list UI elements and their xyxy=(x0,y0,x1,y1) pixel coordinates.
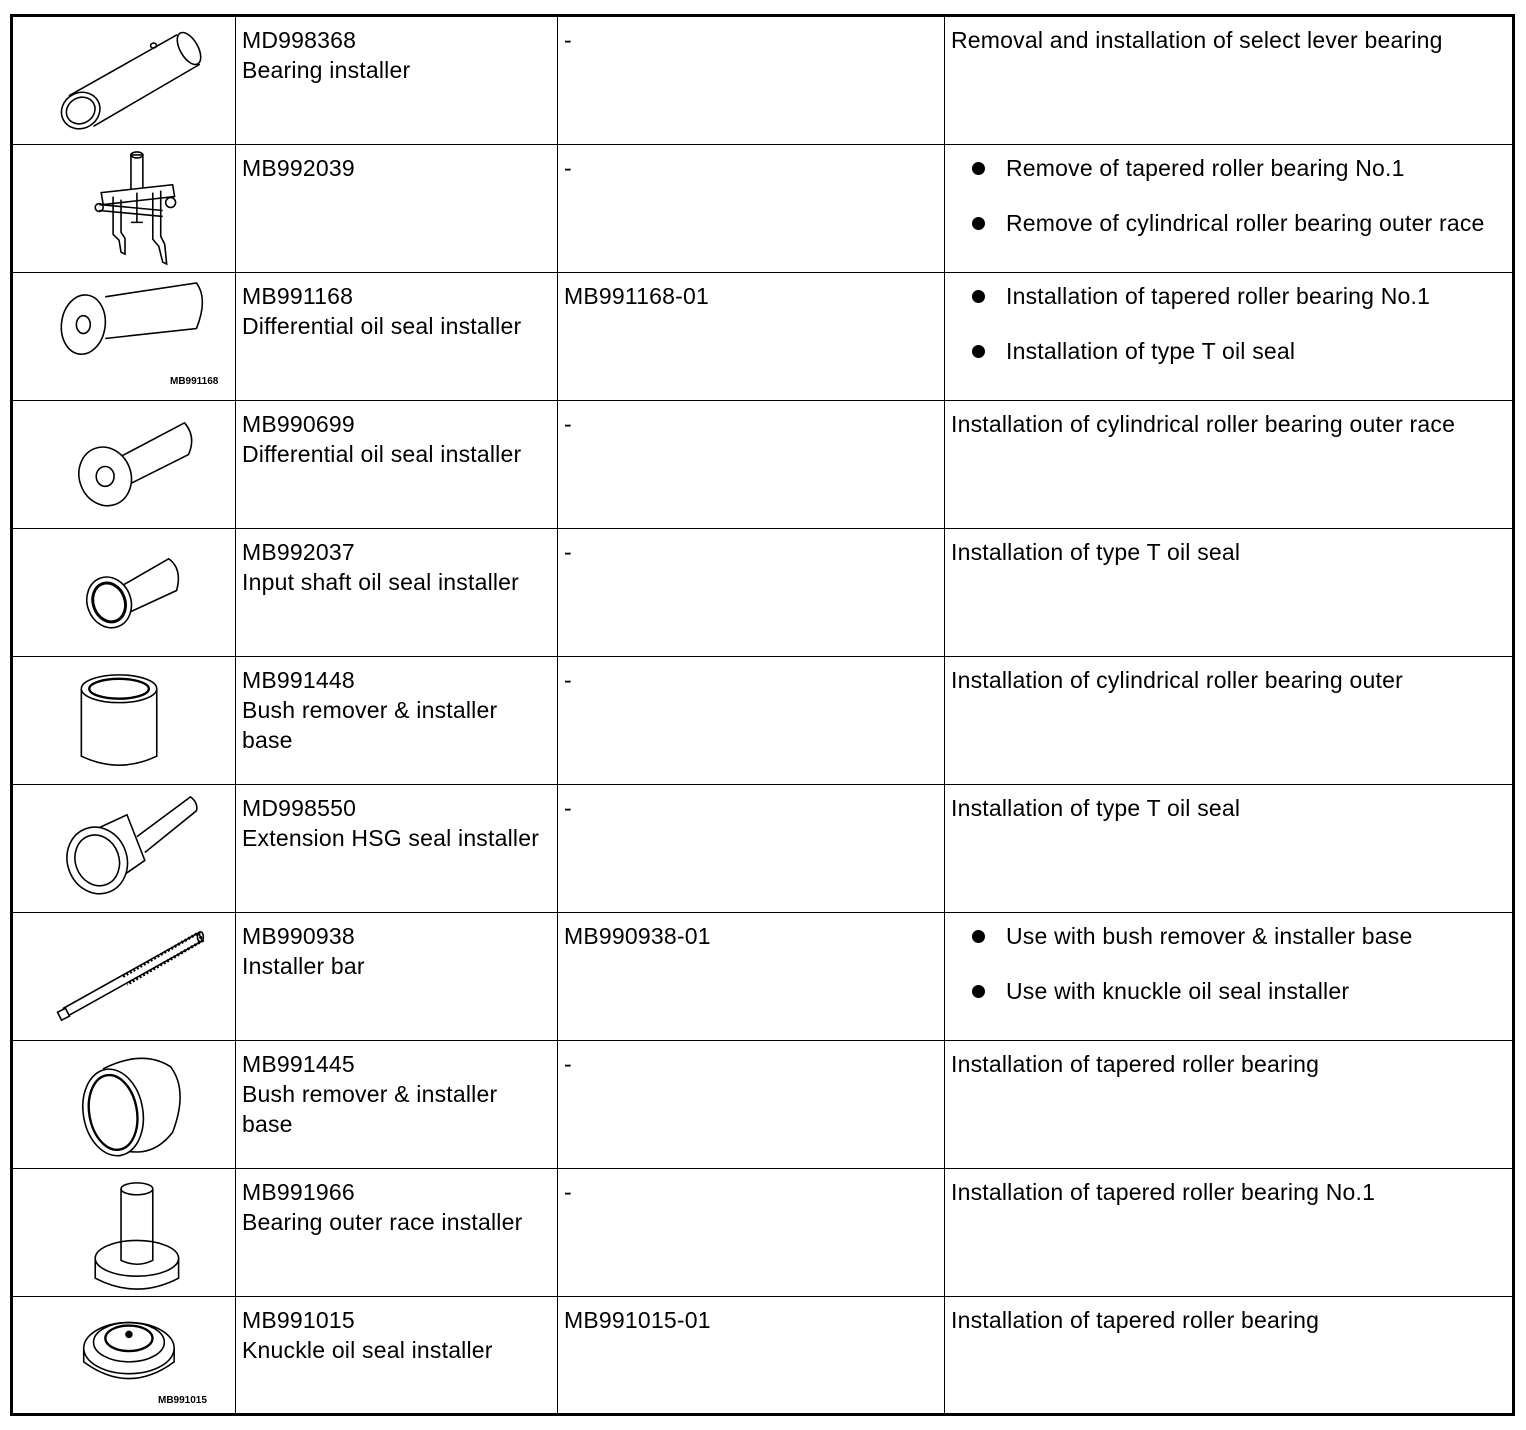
tool-number: MB991445 xyxy=(242,1051,355,1077)
table-row xyxy=(12,16,1514,145)
table-row xyxy=(12,1297,1514,1415)
application-cell xyxy=(945,273,1514,401)
special-tools-table xyxy=(10,14,1515,1416)
tool-name: Differential oil seal installer xyxy=(242,441,522,467)
tool-name: Installer bar xyxy=(242,953,365,979)
application-list xyxy=(951,281,1506,366)
tool-number: MD998368 xyxy=(242,27,357,53)
illustration-label: MB991015 xyxy=(158,1395,207,1406)
tool-number-name-cell xyxy=(236,1297,558,1415)
tool-name: Knuckle oil seal installer xyxy=(242,1337,493,1363)
tool-number-name-cell xyxy=(236,401,558,529)
tool-illustration-cell xyxy=(12,1169,236,1297)
application-cell xyxy=(945,1297,1514,1415)
supersession-cell xyxy=(558,657,945,785)
tool-number: MB991015 xyxy=(242,1307,355,1333)
application-cell xyxy=(945,1169,1514,1297)
supersession: - xyxy=(564,411,572,437)
supersession: - xyxy=(564,27,572,53)
list-item: Remove of tapered roller bearing No.1 xyxy=(951,153,1506,183)
supersession: - xyxy=(564,667,572,693)
supersession: MB991168-01 xyxy=(564,283,709,309)
tool-name: Bearing outer race installer xyxy=(242,1209,523,1235)
tool-name: Bush remover & installer base xyxy=(242,1081,498,1137)
list-item: Remove of cylindrical roller bearing outer race xyxy=(951,208,1506,238)
supersession-cell xyxy=(558,145,945,273)
tool-name: Bush remover & installer base xyxy=(242,697,498,753)
tool-number: MB991168 xyxy=(242,283,354,309)
tool-name: Differential oil seal installer xyxy=(242,313,522,339)
application: Installation of type T oil seal xyxy=(951,539,1241,565)
tool-name: Input shaft oil seal installer xyxy=(242,569,520,595)
application: Installation of cylindrical roller bearing outer xyxy=(951,667,1403,693)
seal-installer-icon xyxy=(13,529,237,656)
supersession-cell xyxy=(558,16,945,145)
supersession: - xyxy=(564,1051,572,1077)
application: Installation of tapered roller bearing No.1 xyxy=(951,1179,1376,1205)
supersession-cell xyxy=(558,1041,945,1169)
supersession-cell xyxy=(558,1169,945,1297)
table-row xyxy=(12,785,1514,913)
tool-illustration-cell xyxy=(12,529,236,657)
application-cell xyxy=(945,657,1514,785)
application-cell xyxy=(945,1041,1514,1169)
table-row xyxy=(12,401,1514,529)
tool-number: MB990699 xyxy=(242,411,355,437)
tool-illustration-cell xyxy=(12,273,236,401)
tool-number-name-cell xyxy=(236,913,558,1041)
tool-number-name-cell xyxy=(236,1169,558,1297)
supersession: - xyxy=(564,155,572,181)
tool-number: MB992039 xyxy=(242,155,355,181)
tool-illustration-cell xyxy=(12,913,236,1041)
tool-number-name-cell xyxy=(236,657,558,785)
application: Installation of tapered roller bearing xyxy=(951,1051,1320,1077)
application-cell xyxy=(945,401,1514,529)
tool-number: MB992037 xyxy=(242,539,355,565)
stepped-shaft-installer-icon xyxy=(13,785,237,912)
application: Installation of type T oil seal xyxy=(951,795,1241,821)
supersession: MB991015-01 xyxy=(564,1307,711,1333)
tool-illustration-cell xyxy=(12,657,236,785)
table-row xyxy=(12,1041,1514,1169)
wide-ring-icon xyxy=(13,1041,237,1168)
table-row xyxy=(12,913,1514,1041)
tool-name: Bearing installer xyxy=(242,57,411,83)
supersession-cell xyxy=(558,913,945,1041)
bush-base-icon xyxy=(13,657,237,784)
tool-number: MB991966 xyxy=(242,1179,355,1205)
table-row xyxy=(12,273,1514,401)
tool-illustration-cell xyxy=(12,16,236,145)
application-cell xyxy=(945,913,1514,1041)
illustration-label: MB991168 xyxy=(170,376,219,387)
application: Installation of cylindrical roller bearing outer race xyxy=(951,411,1456,437)
supersession-cell xyxy=(558,529,945,657)
tool-number: MB991448 xyxy=(242,667,355,693)
tool-number-name-cell xyxy=(236,529,558,657)
tool-illustration-cell xyxy=(12,1041,236,1169)
tool-number-name-cell xyxy=(236,16,558,145)
list-item: Installation of type T oil seal xyxy=(951,336,1506,366)
supersession-cell xyxy=(558,1297,945,1415)
tool-illustration-cell xyxy=(12,401,236,529)
application-list xyxy=(951,921,1506,1006)
supersession: - xyxy=(564,795,572,821)
tool-number-name-cell xyxy=(236,1041,558,1169)
application: Removal and installation of select lever bearing xyxy=(951,27,1443,53)
application-list xyxy=(951,153,1506,238)
application-cell xyxy=(945,145,1514,273)
tool-illustration-cell xyxy=(12,1297,236,1415)
tool-name: Extension HSG seal installer xyxy=(242,825,540,851)
supersession: MB990938-01 xyxy=(564,923,711,949)
list-item: Installation of tapered roller bearing No.1 xyxy=(951,281,1506,311)
supersession-cell xyxy=(558,785,945,913)
application-cell xyxy=(945,785,1514,913)
table-row xyxy=(12,145,1514,273)
tool-number-name-cell xyxy=(236,273,558,401)
tool-number: MB990938 xyxy=(242,923,355,949)
installer-bar-icon xyxy=(13,913,237,1040)
supersession: - xyxy=(564,1179,572,1205)
tool-number-name-cell xyxy=(236,145,558,273)
bearing-installer-tube-icon xyxy=(13,17,237,144)
list-item: Use with bush remover & installer base xyxy=(951,921,1506,951)
supersession-cell xyxy=(558,273,945,401)
tool-number: MD998550 xyxy=(242,795,357,821)
list-item: Use with knuckle oil seal installer xyxy=(951,976,1506,1006)
application-cell xyxy=(945,529,1514,657)
flanged-installer-icon xyxy=(13,401,237,528)
tool-illustration-cell xyxy=(12,145,236,273)
disc-post-installer-icon xyxy=(13,1169,237,1296)
supersession-cell xyxy=(558,401,945,529)
tool-illustration-cell xyxy=(12,785,236,913)
table-row xyxy=(12,529,1514,657)
application: Installation of tapered roller bearing xyxy=(951,1307,1320,1333)
table-row xyxy=(12,657,1514,785)
application-cell xyxy=(945,16,1514,145)
puller-icon xyxy=(13,145,237,272)
supersession: - xyxy=(564,539,572,565)
tool-number-name-cell xyxy=(236,785,558,913)
table-row xyxy=(12,1169,1514,1297)
